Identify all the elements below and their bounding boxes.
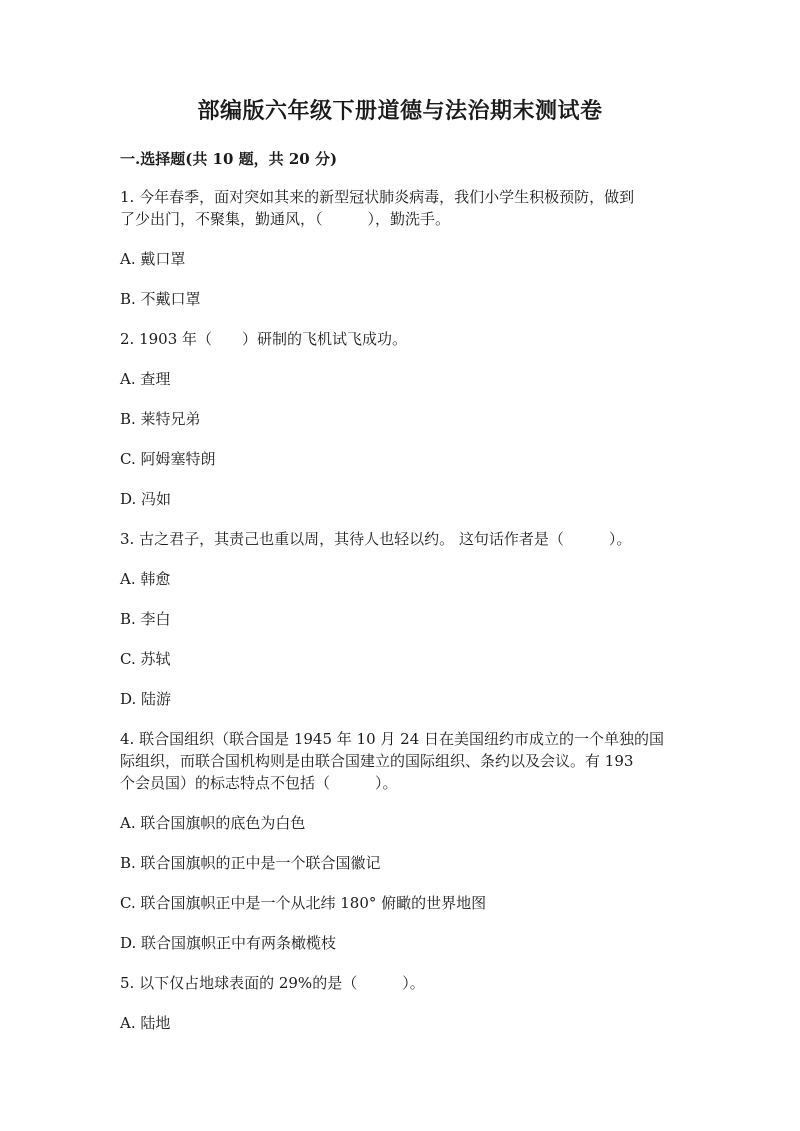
question-text [120,528,680,550]
question-2 [120,328,680,510]
question-3 [120,528,680,710]
question-line: 5. 以下仅占地球表面的 29%的是（ ）。 [120,974,425,992]
question-4 [120,728,680,954]
question-line: 2. 1903 年（ ）研制的飞机试飞成功。 [120,330,408,348]
option-c: C. 联合国旗帜正中是一个从北纬 180° 俯瞰的世界地图 [120,894,487,912]
question-5 [120,972,680,1034]
option-a: A. 查理 [120,370,171,388]
option-c: C. 阿姆塞特朗 [120,450,216,468]
question-line: 4. 联合国组织（联合国是 1945 年 10 月 24 日在美国纽约市成立的一个单独的国 [120,730,665,748]
question-text [120,728,680,794]
option-a: A. 韩愈 [120,570,171,588]
option-b: B. 不戴口罩 [120,290,201,308]
question-line: 个会员国）的标志特点不包括（ ）。 [120,774,398,792]
question-line: 际组织，而联合国机构则是由联合国建立的国际组织、条约以及会议。有 193 [120,752,634,770]
option-c: C. 苏轼 [120,650,171,668]
page-title: 部编版六年级下册道德与法治期末测试卷 [197,98,603,124]
question-line: 1. 今年春季，面对突如其来的新型冠状肺炎病毒，我们小学生积极预防，做到 [120,188,635,206]
question-text [120,186,680,230]
option-d: D. 陆游 [120,690,172,708]
option-a: A. 联合国旗帜的底色为白色 [120,814,306,832]
option-d: D. 联合国旗帜正中有两条橄榄枝 [120,934,337,952]
question-line: 3. 古之君子，其责己也重以周，其待人也轻以约。 这句话作者是（ ）。 [120,530,632,548]
section-heading: 一.选择题(共 10 题，共 20 分) [120,150,338,168]
option-b: B. 李白 [120,610,171,628]
question-text [120,972,680,994]
question-list [120,186,680,1052]
option-a: A. 陆地 [120,1014,171,1032]
option-a: A. 戴口罩 [120,250,186,268]
option-b: B. 联合国旗帜的正中是一个联合国徽记 [120,854,381,872]
option-d: D. 冯如 [120,490,172,508]
question-text [120,328,680,350]
question-line: 了少出门，不聚集，勤通风，（ ），勤洗手。 [120,210,451,228]
question-1 [120,186,680,310]
option-b: B. 莱特兄弟 [120,410,201,428]
